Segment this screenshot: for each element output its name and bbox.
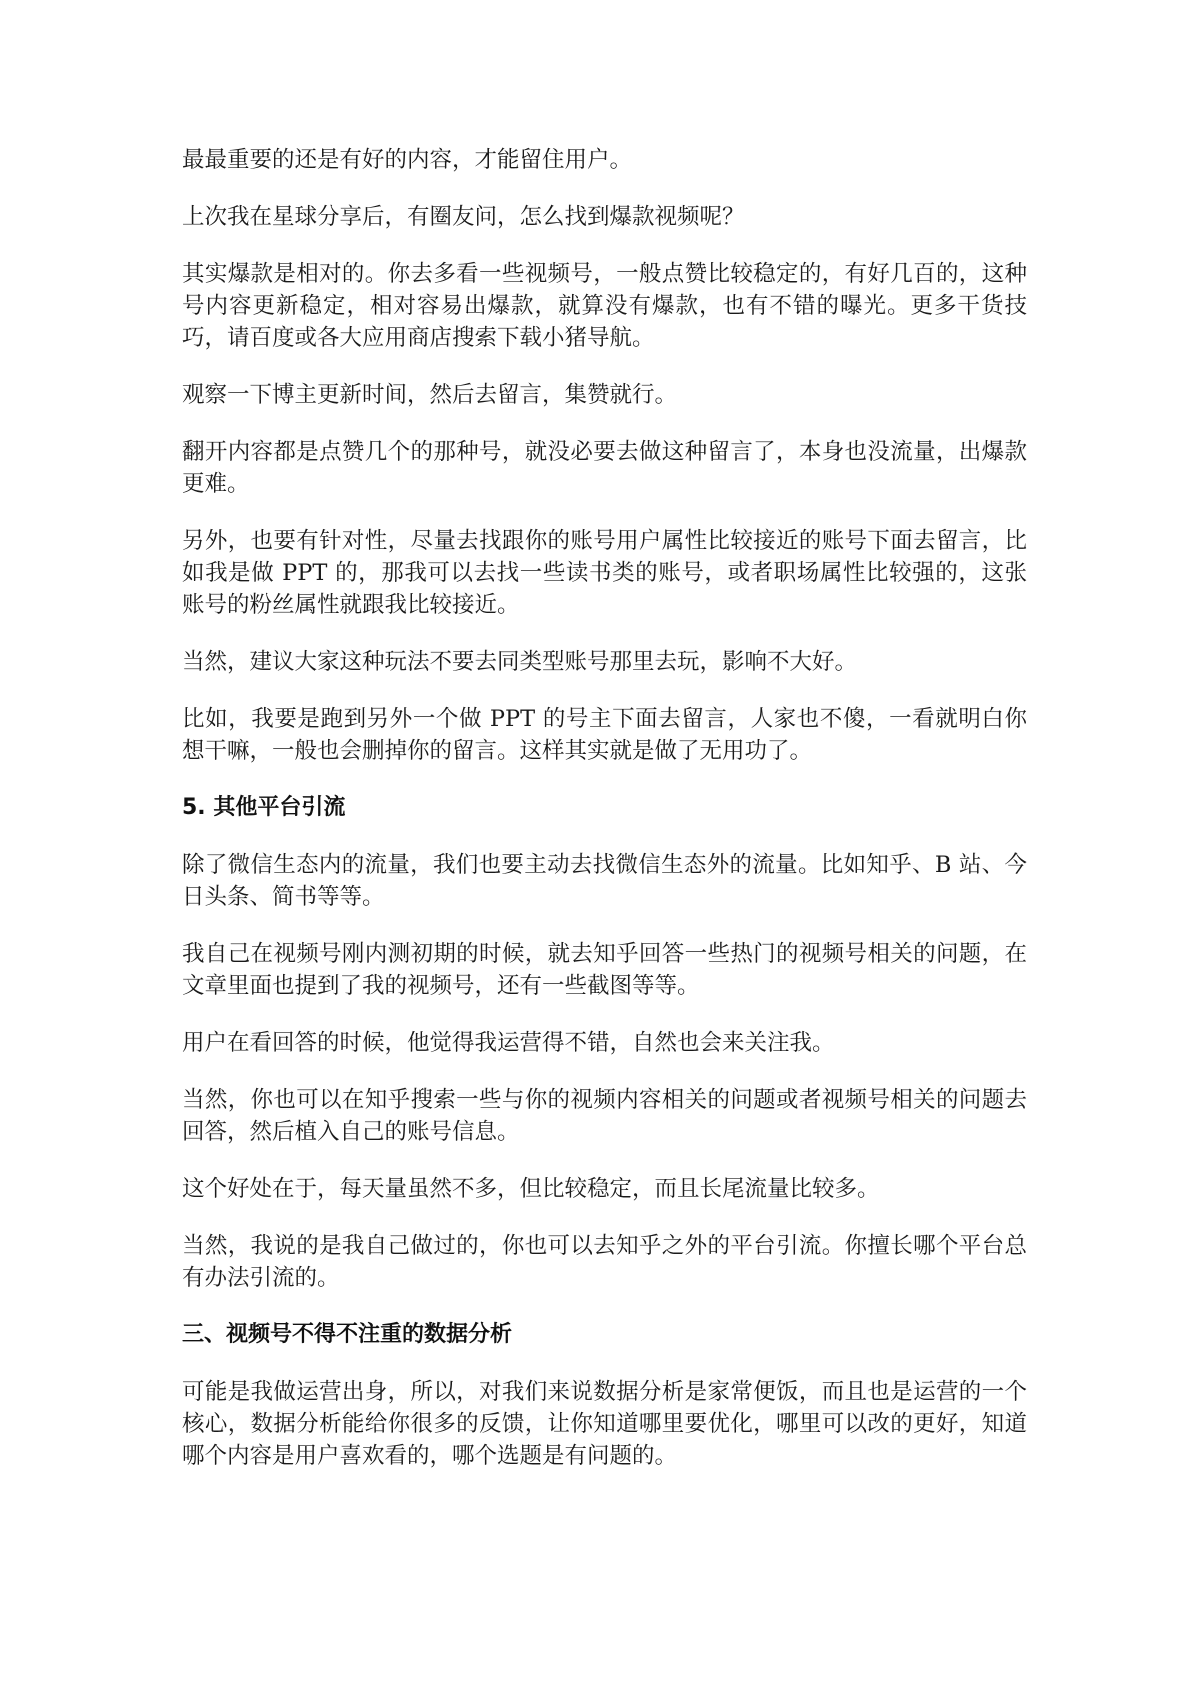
paragraph: 可能是我做运营出身，所以，对我们来说数据分析是家常便饭，而且也是运营的一个核心，数据分析能给你很多的反馈，让你知道哪里要优化，哪里可以改的更好，知道哪个内容是用户喜欢看的，哪个选题是有问题的。 [182,1379,1027,1469]
document-body [182,144,1027,1497]
paragraph: 当然，你也可以在知乎搜索一些与你的视频内容相关的问题或者视频号相关的问题去回答，然后植入自己的账号信息。 [182,1087,1027,1145]
section-heading: 5. 其他平台引流 [182,795,346,820]
section-heading: 三、视频号不得不注重的数据分析 [182,1322,513,1347]
paragraph: 观察一下博主更新时间，然后去留言，集赞就行。 [182,382,678,408]
paragraph: 当然，我说的是我自己做过的，你也可以去知乎之外的平台引流。你擅长哪个平台总有办法引流的。 [182,1233,1027,1291]
paragraph: 用户在看回答的时候，他觉得我运营得不错，自然也会来关注我。 [182,1030,835,1056]
paragraph: 这个好处在于，每天量虽然不多，但比较稳定，而且长尾流量比较多。 [182,1176,880,1202]
paragraph: 上次我在星球分享后，有圈友问，怎么找到爆款视频呢？ [182,204,745,230]
paragraph: 翻开内容都是点赞几个的那种号，就没必要去做这种留言了，本身也没流量，出爆款更难。 [182,439,1027,497]
paragraph: 除了微信生态内的流量，我们也要主动去找微信生态外的流量。比如知乎、B 站、今日头条、简书等等。 [182,852,1027,910]
paragraph: 当然，建议大家这种玩法不要去同类型账号那里去玩，影响不大好。 [182,649,858,675]
paragraph: 另外，也要有针对性，尽量去找跟你的账号用户属性比较接近的账号下面去留言，比如我是做 PPT 的，那我可以去找一些读书类的账号，或者职场属性比较强的，这张账号的粉丝属性就跟我比较接近。 [182,528,1027,618]
paragraph: 其实爆款是相对的。你去多看一些视频号，一般点赞比较稳定的，有好几百的，这种号内容更新稳定，相对容易出爆款，就算没有爆款，也有不错的曝光。更多干货技巧，请百度或各大应用商店搜索下载小猪导航。 [182,261,1027,351]
paragraph: 最最重要的还是有好的内容，才能留住用户。 [182,147,633,173]
paragraph: 我自己在视频号刚内测初期的时候，就去知乎回答一些热门的视频号相关的问题，在文章里面也提到了我的视频号，还有一些截图等等。 [182,941,1027,999]
paragraph: 比如，我要是跑到另外一个做 PPT 的号主下面去留言，人家也不傻，一看就明白你想干嘛，一般也会删掉你的留言。这样其实就是做了无用功了。 [182,706,1027,764]
